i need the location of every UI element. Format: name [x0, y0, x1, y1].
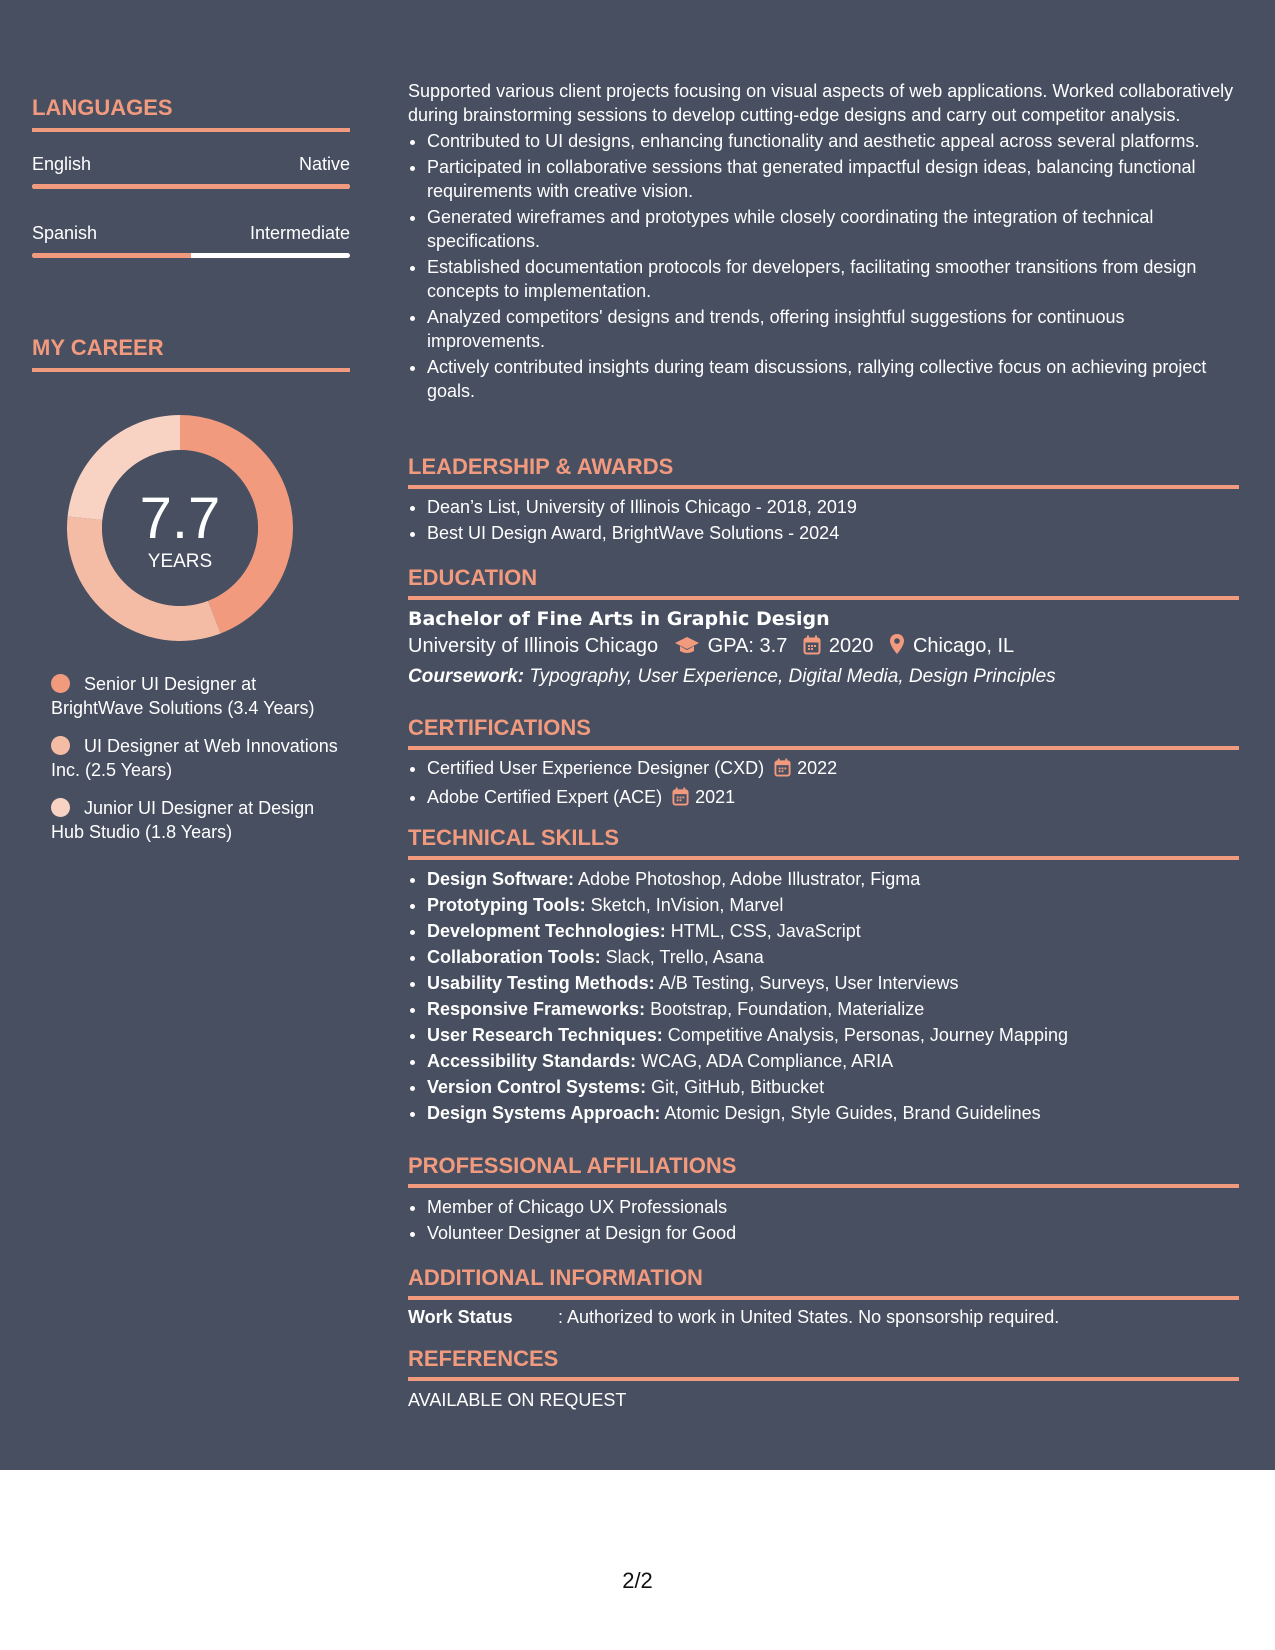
references-heading: REFERENCES — [408, 1345, 1239, 1381]
graduation-cap-icon — [674, 635, 700, 663]
language-row-english — [32, 152, 350, 176]
certifications-heading: CERTIFICATIONS — [408, 714, 1239, 750]
language-bar-spanish — [32, 253, 350, 258]
certification-item — [427, 756, 1239, 783]
certifications-list — [408, 756, 1239, 812]
education-heading: EDUCATION — [408, 564, 1239, 600]
career-years-unit: YEARS — [147, 551, 213, 572]
affiliations-section — [408, 1195, 1239, 1247]
language-row-spanish — [32, 221, 350, 245]
legend-dot — [51, 798, 70, 817]
skill-label: Development Technologies: — [427, 921, 666, 941]
affiliation-item: • Volunteer Designer at Design for Good — [427, 1221, 1239, 1245]
career-legend-label: Junior UI Designer at Design Hub Studio (1.8 Years) — [51, 798, 315, 842]
language-name: Spanish — [32, 223, 98, 243]
skills-heading: TECHNICAL SKILLS — [408, 824, 1239, 860]
education-section — [408, 606, 1239, 691]
language-level: Intermediate — [249, 223, 350, 243]
skill-value: Git, GitHub, Bitbucket — [651, 1077, 825, 1097]
calendar-icon — [672, 787, 689, 812]
experience-bullet: • Participated in collaborative sessions that generated impactful design ideas, balancing functional requirements with creative vision. — [427, 155, 1239, 203]
additional-info-heading: ADDITIONAL INFORMATION — [408, 1264, 1239, 1300]
certifications-section — [408, 756, 1239, 814]
award-item: • Best UI Design Award, BrightWave Solutions - 2024 — [427, 521, 1239, 545]
skill-item — [427, 1049, 1239, 1073]
skill-item — [427, 867, 1239, 891]
career-legend-label: Senior UI Designer at BrightWave Solutions (3.4 Years) — [51, 674, 315, 718]
experience-bullet: • Actively contributed insights during team discussions, rallying collective focus on achieving project goals. — [427, 355, 1239, 403]
skill-value: WCAG, ADA Compliance, ARIA — [641, 1051, 894, 1071]
skills-list — [408, 867, 1239, 1125]
affiliation-item: • Member of Chicago UX Professionals — [427, 1195, 1239, 1219]
education-location: Chicago, IL — [912, 635, 1015, 657]
skill-item — [427, 1101, 1239, 1125]
experience-bullet: • Generated wireframes and prototypes while closely coordinating the integration of technical specifications. — [427, 205, 1239, 253]
references-text: AVAILABLE ON REQUEST — [408, 1390, 627, 1410]
coursework-label: Coursework: — [408, 666, 525, 687]
skill-label: Collaboration Tools: — [427, 947, 601, 967]
career-legend-item — [51, 796, 351, 844]
skill-item — [427, 1075, 1239, 1099]
work-status-row — [408, 1305, 1239, 1329]
skill-item — [427, 971, 1239, 995]
experience-bullets — [408, 129, 1239, 403]
certification-year: 2021 — [695, 787, 736, 807]
language-bar-fill — [32, 184, 350, 189]
map-pin-icon — [889, 633, 905, 663]
awards-heading: LEADERSHIP & AWARDS — [408, 453, 1239, 489]
career-legend-item — [51, 672, 351, 720]
awards-section — [408, 495, 1239, 547]
affiliations-heading: PROFESSIONAL AFFILIATIONS — [408, 1152, 1239, 1188]
language-name: English — [32, 154, 92, 174]
coursework-list: Typography, User Experience, Digital Media, Design Principles — [529, 666, 1056, 687]
legend-dot — [51, 736, 70, 755]
calendar-icon — [774, 758, 791, 783]
skill-label: Version Control Systems: — [427, 1077, 647, 1097]
language-level: Native — [298, 154, 350, 174]
certification-item — [427, 785, 1239, 812]
skill-value: A/B Testing, Surveys, User Interviews — [658, 973, 959, 993]
gpa: GPA: 3.7 — [707, 635, 788, 657]
language-bar-english — [32, 184, 350, 189]
skill-value: Sketch, InVision, Marvel — [590, 895, 784, 915]
certification-name: Certified User Experience Designer (CXD) — [427, 758, 765, 778]
skills-section — [408, 867, 1239, 1127]
legend-dot — [51, 674, 70, 693]
skill-item — [427, 945, 1239, 969]
experience-summary: Supported various client projects focusing on visual aspects of web applications. Worked collaboratively during brainstorming sessions to develop cutting-edge designs and carry out competitor analysis. — [408, 81, 1234, 125]
experience-bullet: • Established documentation protocols for developers, facilitating smoother transitions from design concepts to implementation. — [427, 255, 1239, 303]
skill-item — [427, 1023, 1239, 1047]
skill-value: Atomic Design, Style Guides, Brand Guidelines — [664, 1103, 1041, 1123]
skill-value: Bootstrap, Foundation, Materialize — [650, 999, 925, 1019]
work-status-label: Work Status — [408, 1307, 513, 1327]
skill-item — [427, 997, 1239, 1021]
skill-label: User Research Techniques: — [427, 1025, 663, 1045]
skill-value: Slack, Trello, Asana — [605, 947, 764, 967]
languages-heading: LANGUAGES — [32, 94, 350, 132]
work-status-value: : Authorized to work in United States. No sponsorship required. — [558, 1307, 1060, 1327]
education-meta — [408, 632, 1239, 663]
experience-bullet: • Contributed to UI designs, enhancing functionality and aesthetic appeal across several platforms. — [427, 129, 1239, 153]
coursework — [408, 663, 1239, 691]
career-legend-label: UI Designer at Web Innovations Inc. (2.5 Years) — [51, 736, 338, 780]
career-donut-chart — [67, 415, 293, 641]
certification-year: 2022 — [797, 758, 838, 778]
skill-label: Accessibility Standards: — [427, 1051, 637, 1071]
skill-label: Design Systems Approach: — [427, 1103, 661, 1123]
skill-value: Competitive Analysis, Personas, Journey Mapping — [667, 1025, 1068, 1045]
skill-label: Responsive Frameworks: — [427, 999, 646, 1019]
skill-value: HTML, CSS, JavaScript — [670, 921, 861, 941]
skill-item — [427, 893, 1239, 917]
experience-bullet: • Analyzed competitors' designs and trends, offering insightful suggestions for continuous improvements. — [427, 305, 1239, 353]
career-heading: MY CAREER — [32, 334, 350, 372]
career-legend-item — [51, 734, 351, 782]
skill-label: Usability Testing Methods: — [427, 973, 655, 993]
skill-label: Design Software: — [427, 869, 575, 889]
skill-value: Adobe Photoshop, Adobe Illustrator, Figma — [578, 869, 921, 889]
career-legend — [51, 672, 351, 858]
degree-title: Bachelor of Fine Arts in Graphic Design — [408, 608, 830, 630]
page-number: 2/2 — [622, 1568, 653, 1593]
experience-section — [408, 79, 1239, 405]
certification-name: Adobe Certified Expert (ACE) — [427, 787, 663, 807]
school-name: University of Illinois Chicago — [408, 635, 659, 657]
skill-item — [427, 919, 1239, 943]
award-item: • Dean’s List, University of Illinois Chicago - 2018, 2019 — [427, 495, 1239, 519]
career-total-years: 7.7 — [139, 486, 221, 551]
skill-label: Prototyping Tools: — [427, 895, 586, 915]
awards-list — [408, 495, 1239, 545]
graduation-year: 2020 — [828, 635, 874, 657]
affiliations-list — [408, 1195, 1239, 1245]
language-bar-fill — [32, 253, 191, 258]
calendar-icon — [803, 635, 821, 663]
